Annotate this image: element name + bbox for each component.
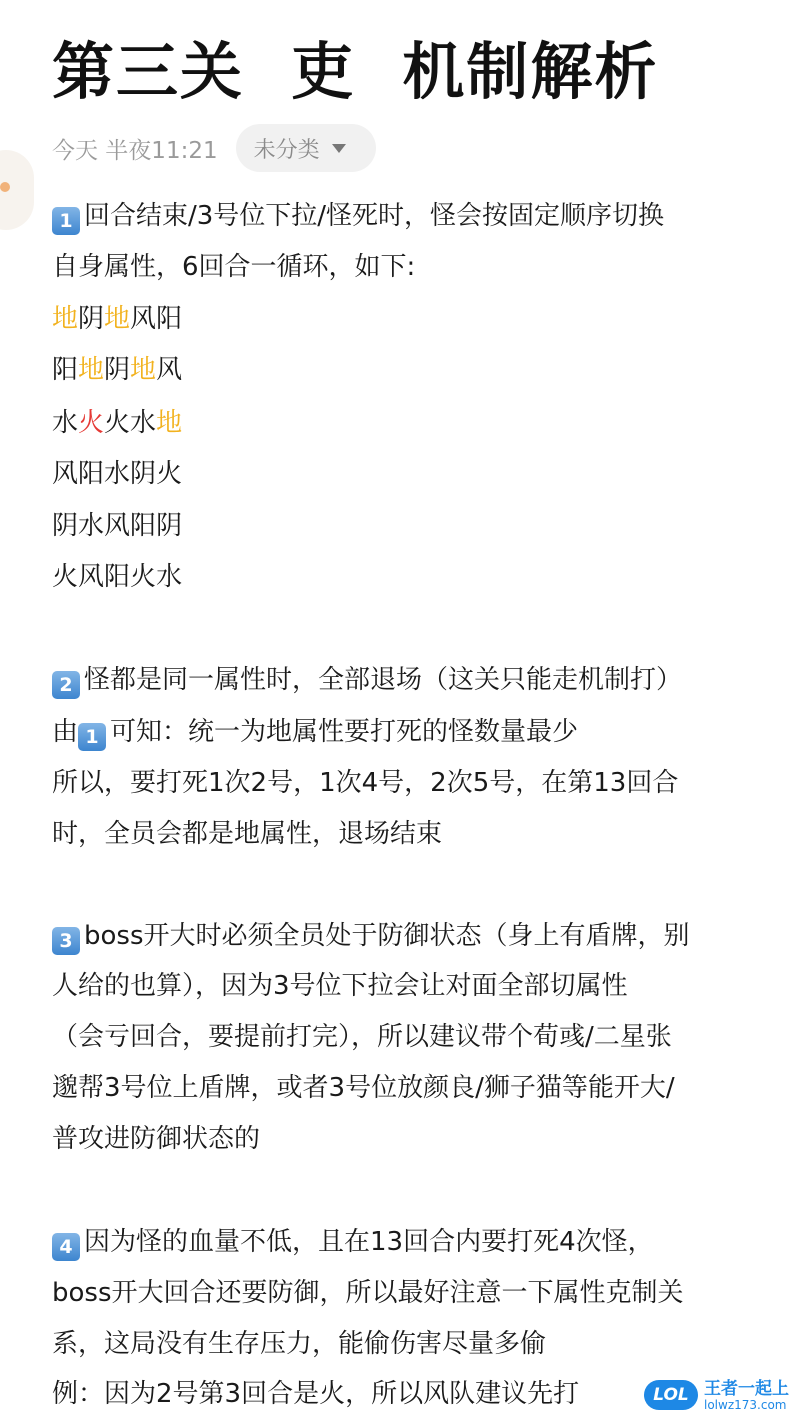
seq-cell: 风 — [156, 355, 183, 385]
seq-cell: 风 — [104, 511, 131, 541]
seq-cell: 水 — [130, 408, 157, 438]
watermark-url: lolwz173.com — [704, 1398, 787, 1412]
s4-text-1: 因为怪的血量不低，且在13回合内要打死4次怪， — [84, 1227, 654, 1257]
badge-1-ref: 1 — [78, 723, 106, 751]
seq-cell: 火 — [104, 408, 131, 438]
note-meta — [52, 124, 376, 172]
seq-cell: 地 — [104, 304, 131, 334]
s1-text-1: 回合结束/3号位下拉/怪死时，怪会按固定顺序切换 — [84, 201, 665, 231]
sequence-row-6 — [52, 557, 182, 597]
s2-line-4: 时，全员会都是地属性，退场结束 — [52, 819, 443, 849]
sequence-row-2 — [52, 350, 182, 390]
caret-down-icon — [332, 144, 346, 153]
badge-3: 3 — [52, 927, 80, 955]
s4-line-3: 系，这局没有生存压力，能偷伤害尽量多偷 — [52, 1329, 547, 1359]
seq-cell: 水 — [78, 511, 105, 541]
badge-1: 1 — [52, 207, 80, 235]
seq-cell: 阴 — [104, 355, 131, 385]
seq-cell: 风 — [130, 304, 157, 334]
category-label: 未分类 — [253, 137, 320, 163]
seq-cell: 火 — [156, 459, 183, 489]
seq-cell: 水 — [52, 408, 79, 438]
seq-cell: 火 — [52, 562, 79, 592]
seq-cell: 阴 — [156, 511, 183, 541]
seq-cell: 阴 — [52, 511, 79, 541]
s3-line-2: 人给的也算），因为3号位下拉会让对面全部切属性 — [52, 971, 628, 1001]
seq-cell: 水 — [156, 562, 183, 592]
seq-cell: 风 — [52, 459, 79, 489]
seq-cell: 水 — [104, 459, 131, 489]
watermark-logo: LOL — [644, 1380, 698, 1410]
seq-cell: 阴 — [78, 304, 105, 334]
s2-line-3: 所以，要打死1次2号，1次4号，2次5号，在第13回合 — [52, 768, 679, 798]
s2-text-2a: 由 — [52, 717, 79, 747]
sequence-row-3 — [52, 403, 182, 443]
category-dropdown[interactable] — [236, 124, 376, 172]
sequence-row-4 — [52, 454, 182, 494]
s2-line-2 — [52, 712, 578, 752]
s4-line-1 — [52, 1222, 654, 1262]
s3-line-4: 邈帮3号位上盾牌，或者3号位放颜良/狮子猫等能开大/ — [52, 1073, 675, 1103]
site-watermark — [644, 1374, 794, 1418]
seq-cell: 风 — [78, 562, 105, 592]
seq-cell: 地 — [156, 408, 183, 438]
seq-cell: 阴 — [130, 459, 157, 489]
seq-cell: 地 — [52, 304, 79, 334]
s2-line-1 — [52, 660, 682, 700]
seq-cell: 地 — [78, 355, 105, 385]
note-date: 今天 半夜11:21 — [52, 137, 218, 164]
s3-line-1 — [52, 916, 690, 956]
s4-line-2: boss开大回合还要防御，所以最好注意一下属性克制关 — [52, 1278, 684, 1308]
s3-line-3: （会亏回合，要提前打完），所以建议带个荀彧/二星张 — [52, 1022, 672, 1052]
s4-line-4: 例：因为2号第3回合是火，所以风队建议先打 — [52, 1379, 580, 1409]
seq-cell: 阳 — [156, 304, 183, 334]
badge-4: 4 — [52, 1233, 80, 1261]
s3-text-1: boss开大时必须全员处于防御状态（身上有盾牌，别 — [84, 921, 690, 951]
s1-line-2: 自身属性，6回合一循环，如下: — [52, 252, 416, 282]
seq-cell: 火 — [130, 562, 157, 592]
seq-cell: 阳 — [78, 459, 105, 489]
seq-cell: 阳 — [104, 562, 131, 592]
page-title: 第三关 吏 机制解析 — [52, 35, 659, 108]
badge-2: 2 — [52, 671, 80, 699]
s3-line-5: 普攻进防御状态的 — [52, 1124, 261, 1154]
seq-cell: 阳 — [130, 511, 157, 541]
seq-cell: 阳 — [52, 355, 79, 385]
side-dot — [0, 182, 10, 192]
seq-cell: 火 — [78, 408, 105, 438]
watermark-title: 王者一起上 — [704, 1379, 789, 1399]
sequence-row-5 — [52, 506, 182, 546]
s1-line-1 — [52, 196, 664, 236]
s2-text-1: 怪都是同一属性时，全部退场（这关只能走机制打） — [84, 665, 683, 695]
seq-cell: 地 — [130, 355, 157, 385]
s2-text-2b: 可知：统一为地属性要打死的怪数量最少 — [110, 717, 579, 747]
sequence-row-1 — [52, 299, 182, 339]
